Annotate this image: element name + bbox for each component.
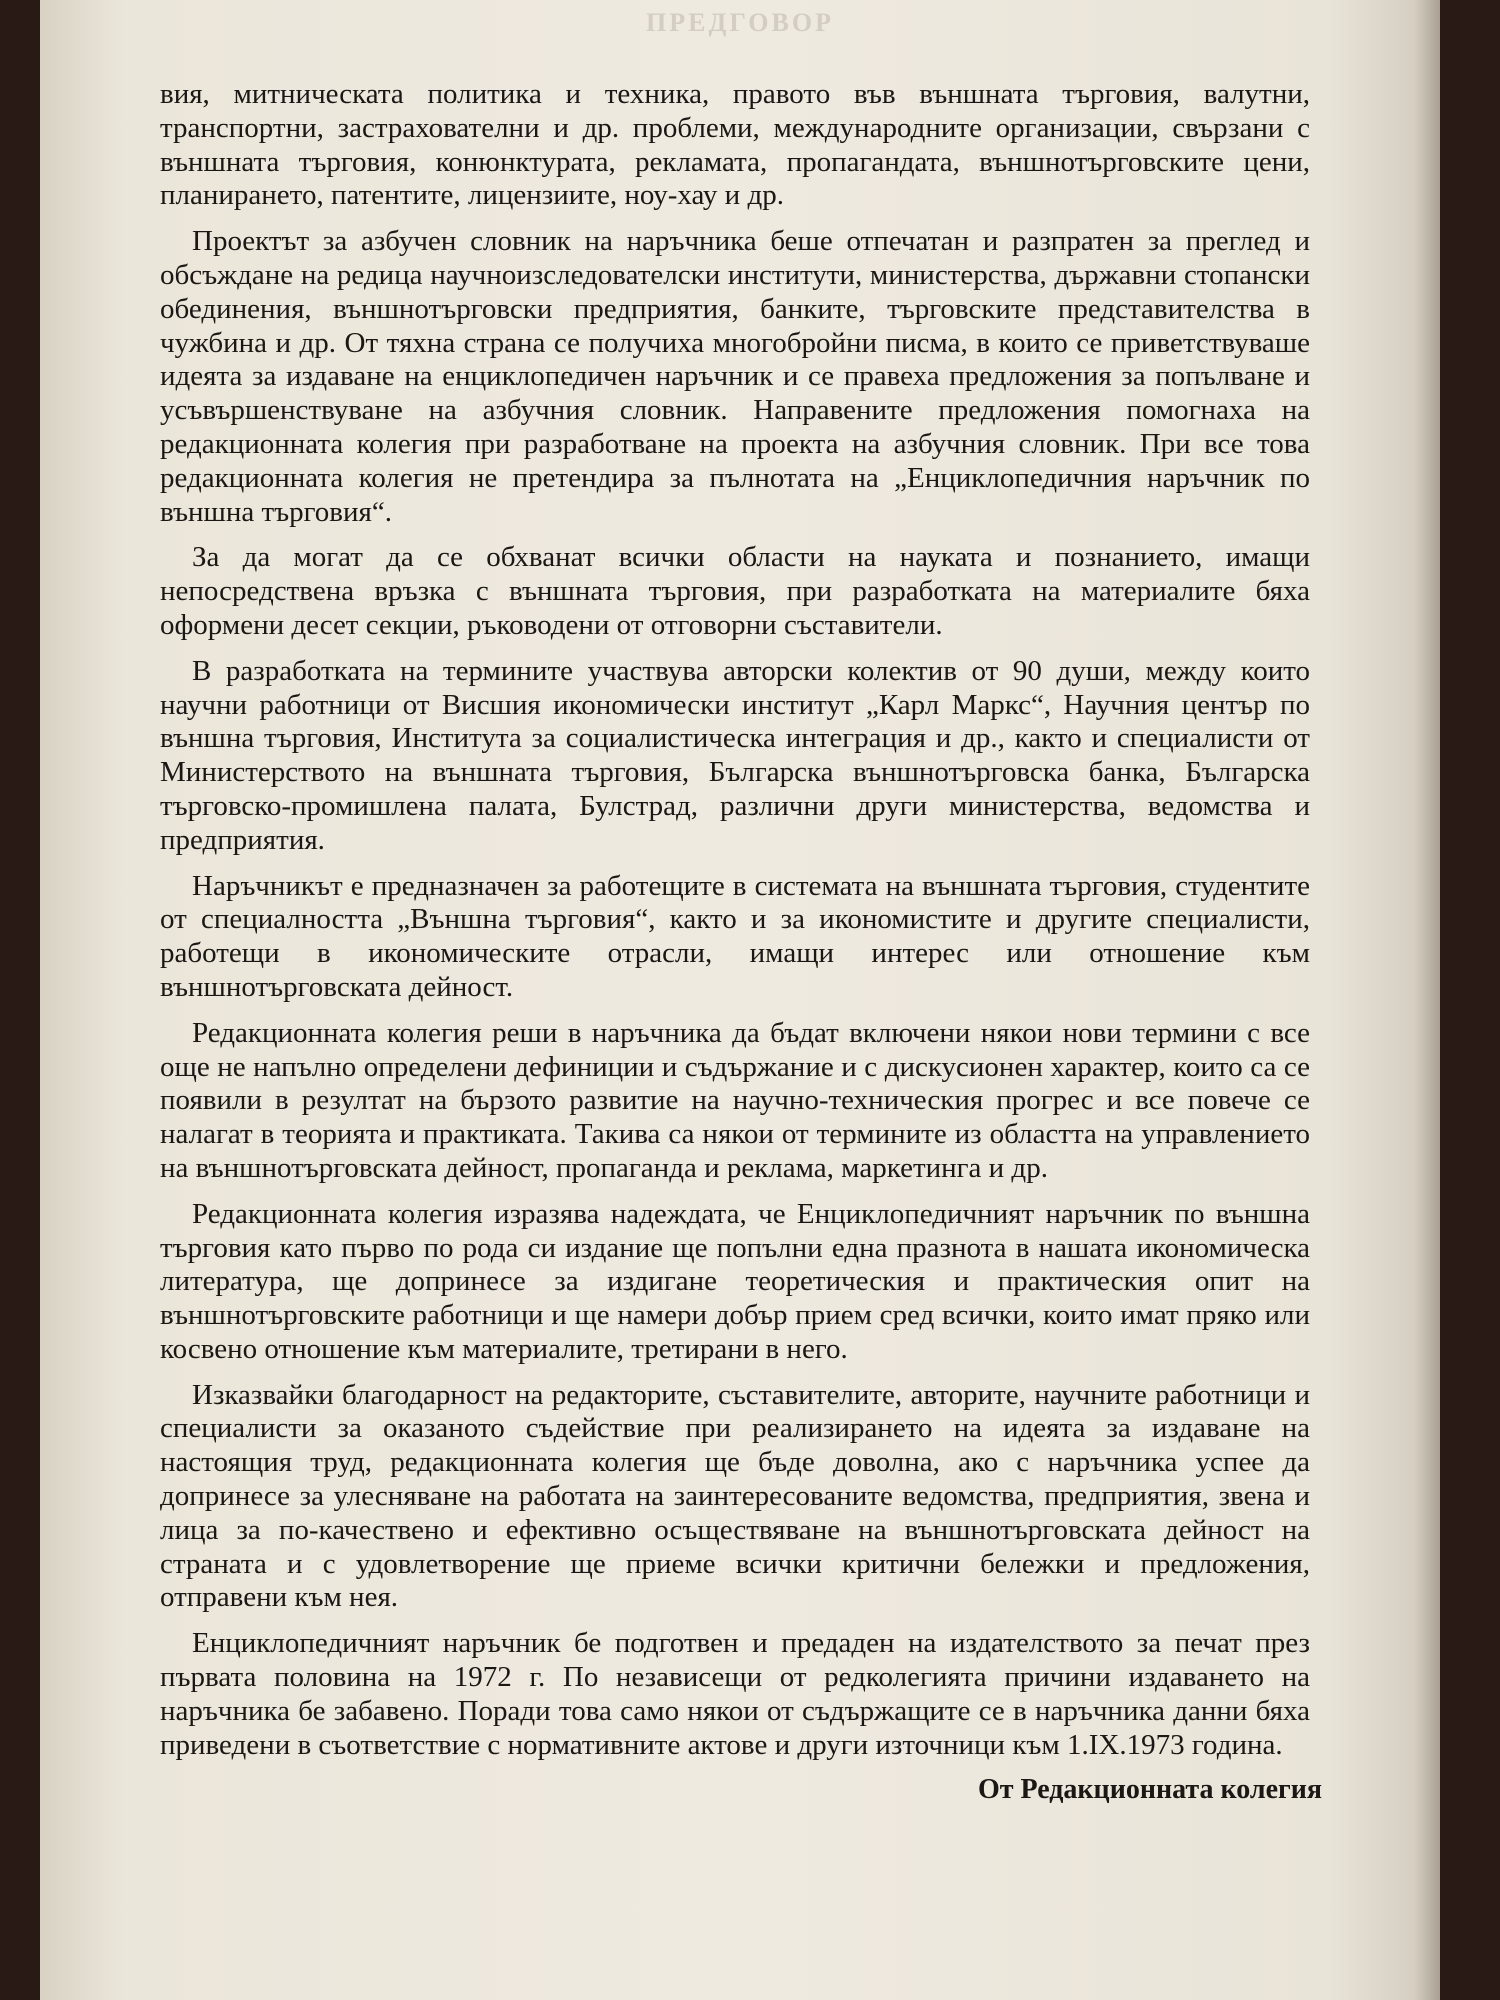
paragraph: Изказвайки благодарност на редакторите, съставителите, авторите, научните работници и специалисти за оказаното съдействие при реализирането на идеята за издаване на настоящия труд, редакционната колегия ще бъде доволна, ако с наръчника успее да допринесе за улесняване на работата на заинтересованите ведомства, предприятия, звена и лица за по-качествено и ефективно осъществяване на външнотърговската дейност на страната и с удовлетворение ще приеме всички критични бележки и предложения, отправени към нея. [160,1378,1310,1614]
paragraph: Наръчникът е предназначен за работещите в системата на външната търговия, студентите от специалността „Външна търговия“, както и за икономистите и другите специалисти, работещи в икономическите отрасли, имащи интерес или отношение към външнотърговската дейност. [160,869,1310,1003]
signature: От Редакционната колегия [977,1774,1322,1806]
book-page [40,0,1440,2000]
paragraph: Редакционната колегия реши в наръчника да бъдат включени някои нови термини с все още не напълно определени дефиниции и съдържание и с дискусионен характер, които са се появили в резултат на бързото развитие на научно-техническия прогрес и все повече се налагат в теорията и практиката. Такива са някои от термините из областта на управлението на външнотърговската дейност, пропаганда и реклама, маркетинга и др. [160,1016,1310,1184]
paragraph: Редакционната колегия изразява надеждата, че Енциклопедичният наръчник по външна търговия като първо по рода си издание ще попълни една празнота в нашата икономическа литература, ще допринесе за издигане теоретическия и практическия опит на външнотърговските работници и ще намери добър прием сред всички, които имат пряко или косвено отношение към материалите, третирани в него. [160,1197,1310,1365]
paragraph: вия, митническата политика и техника, правото във външната търговия, валутни, транспортни, застрахователни и др. проблеми, международните организации, свързани с външната търговия, конюнктурата, рекламата, пропагандата, външнотърговските цени, планирането, патентите, лицензиите, ноу-хау и др. [160,78,1310,212]
paragraph: Проектът за азбучен словник на наръчника беше отпечатан и разпратен за преглед и обсъждане на редица научноизследователски институти, министерства, държавни стопански обединения, външнотърговски предприятия, банките, търговските представителства в чужбина и др. От тяхна страна се получиха многобройни писма, в които се приветствуваше идеята за издаване на енциклопедичен наръчник и се правеха предложения за попълване и усъвършенствуване на азбучния словник. Направените предложения помогнаха на редакционната колегия при разработване на проекта на азбучния словник. При все това редакционната колегия не претендира за пълнотата на „Енциклопедичния наръчник по външна търговия“. [160,225,1310,528]
running-head: ПРЕДГОВОР [646,8,834,37]
paragraph: Енциклопедичният наръчник бе подготвен и предаден на издателството за печат през първата половина на 1972 г. По независещи от редколегията причини издаването на наръчника бе забавено. Поради това само някои от съдържащите се в наръчника данни бяха приведени в съответствие с нормативните актове и други източници към 1.IX.1973 година. [160,1627,1310,1761]
body-text [160,78,1310,1762]
paragraph: В разработката на термините участвува авторски колектив от 90 души, между които научни работници от Висшия икономически институт „Карл Маркс“, Научния център по външна търговия, Института за социалистическа интеграция и др., както и специалисти от Министерството на външната търговия, Българска външнотърговска банка, Българска търговско-промишлена палата, Булстрад, различни други министерства, ведомства и предприятия. [160,654,1310,856]
paragraph: За да могат да се обхванат всички области на науката и познанието, имащи непосредствена връзка с външната търговия, при разработката на материалите бяха оформени десет секции, ръководени от отговорни съставители. [160,541,1310,641]
